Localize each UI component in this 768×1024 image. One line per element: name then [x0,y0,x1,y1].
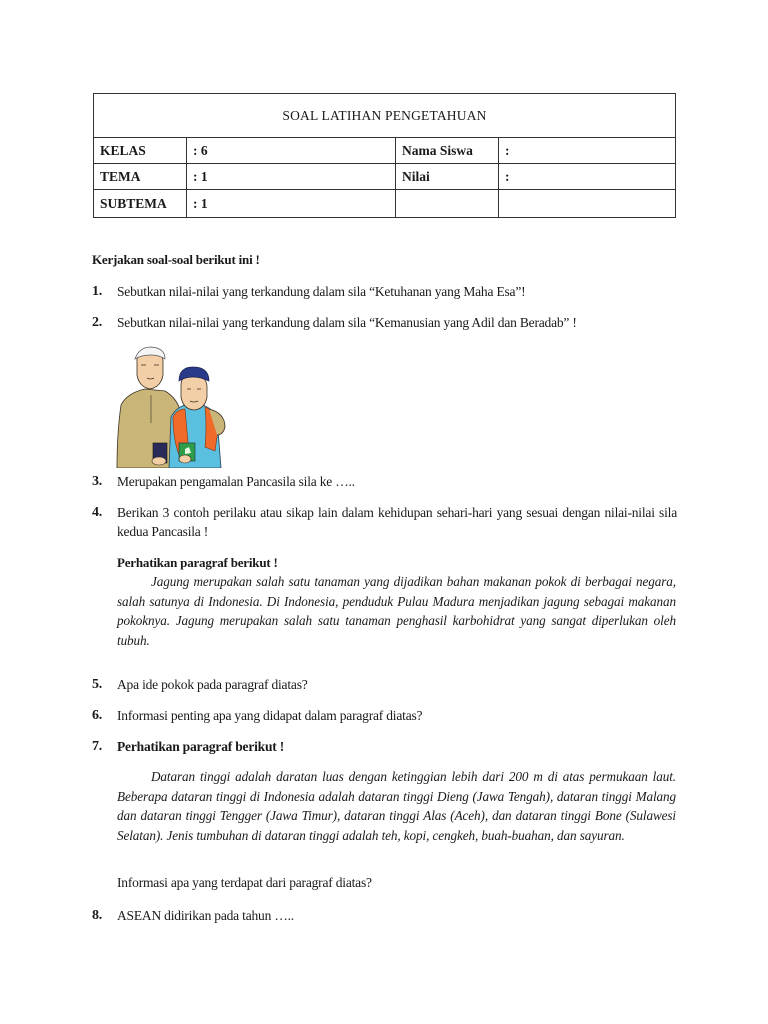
table-row [94,138,676,164]
question-number: 1. [92,284,103,299]
kelas-label: KELAS [94,138,187,164]
question-text: Perhatikan paragraf berikut ! [117,739,285,754]
question-item [92,282,677,301]
question-item [92,706,677,725]
kelas-value: : 6 [187,138,396,164]
question-text: Merupakan pengamalan Pancasila sila ke ….. [117,474,355,489]
followup-question: Informasi apa yang terdapat dari paragraf diatas? [117,875,372,890]
question-number: 6. [92,708,103,723]
nilai-value: : [499,164,676,190]
question-number: 3. [92,474,103,489]
empty-cell [499,190,676,218]
table-row [94,164,676,190]
header-info-table [93,93,676,218]
question-text: Sebutkan nilai-nilai yang terkandung dalam sila “Ketuhanan yang Maha Esa”! [117,284,526,299]
question-item [92,906,677,925]
nilai-label: Nilai [396,164,499,190]
question-item [92,503,677,541]
question-item [92,472,677,491]
tema-label: TEMA [94,164,187,190]
question-number: 7. [92,739,103,754]
reading-paragraph-corn: Jagung merupakan salah satu tanaman yang dijadikan bahan makanan pokok di berbagai negara, salah satunya di Indonesia. Di Indonesia, penduduk Pulau Madura menjadikan jagung sebagai makanan pokoknya. Jagung merupakan salah satu tanaman penghasil karbohidrat yang sangat diperlukan oleh tubuh. [117,574,676,648]
worksheet-title: SOAL LATIHAN PENGETAHUAN [94,94,676,138]
question-text: Informasi penting apa yang didapat dalam paragraf diatas? [117,708,423,723]
tema-value: : 1 [187,164,396,190]
question-item [92,675,677,694]
empty-cell [396,190,499,218]
question-text: Berikan 3 contoh perilaku atau sikap lain dalam kehidupan sehari-hari yang sesuai dengan nilai-nilai sila kedua Pancasila ! [117,505,677,539]
subtema-label: SUBTEMA [94,190,187,218]
nama-siswa-label: Nama Siswa [396,138,499,164]
question-text: ASEAN didirikan pada tahun ….. [117,908,294,923]
question-item [92,737,677,756]
question-number: 5. [92,677,103,692]
subtema-value: : 1 [187,190,396,218]
question-number: 8. [92,908,103,923]
paragraph-subheading: Perhatikan paragraf berikut ! [117,555,278,570]
question-number: 2. [92,315,103,330]
muslim-men-illustration [113,343,228,468]
reading-paragraph-highlands: Dataran tinggi adalah daratan luas dengan ketinggian lebih dari 200 m di atas permukaan laut. Beberapa dataran tinggi di Indonesia adalah dataran tinggi Dieng (Jawa Tengah), dataran tinggi Malang dan dataran tinggi Tengger (Jawa Timur), dataran tinggi Alas (Aceh), dan dataran tinggi Bone (Sulawesi Selatan). Jenis tumbuhan di dataran tinggi adalah teh, kopi, cengkeh, buah-buahan, dan sayuran. [117,769,676,843]
question-item [92,313,677,332]
question-number: 4. [92,505,103,520]
question-text: Sebutkan nilai-nilai yang terkandung dalam sila “Kemanusian yang Adil dan Beradab” ! [117,315,577,330]
nama-siswa-value: : [499,138,676,164]
question-text: Apa ide pokok pada paragraf diatas? [117,677,308,692]
table-row [94,190,676,218]
instruction-heading: Kerjakan soal-soal berikut ini ! [92,252,260,267]
